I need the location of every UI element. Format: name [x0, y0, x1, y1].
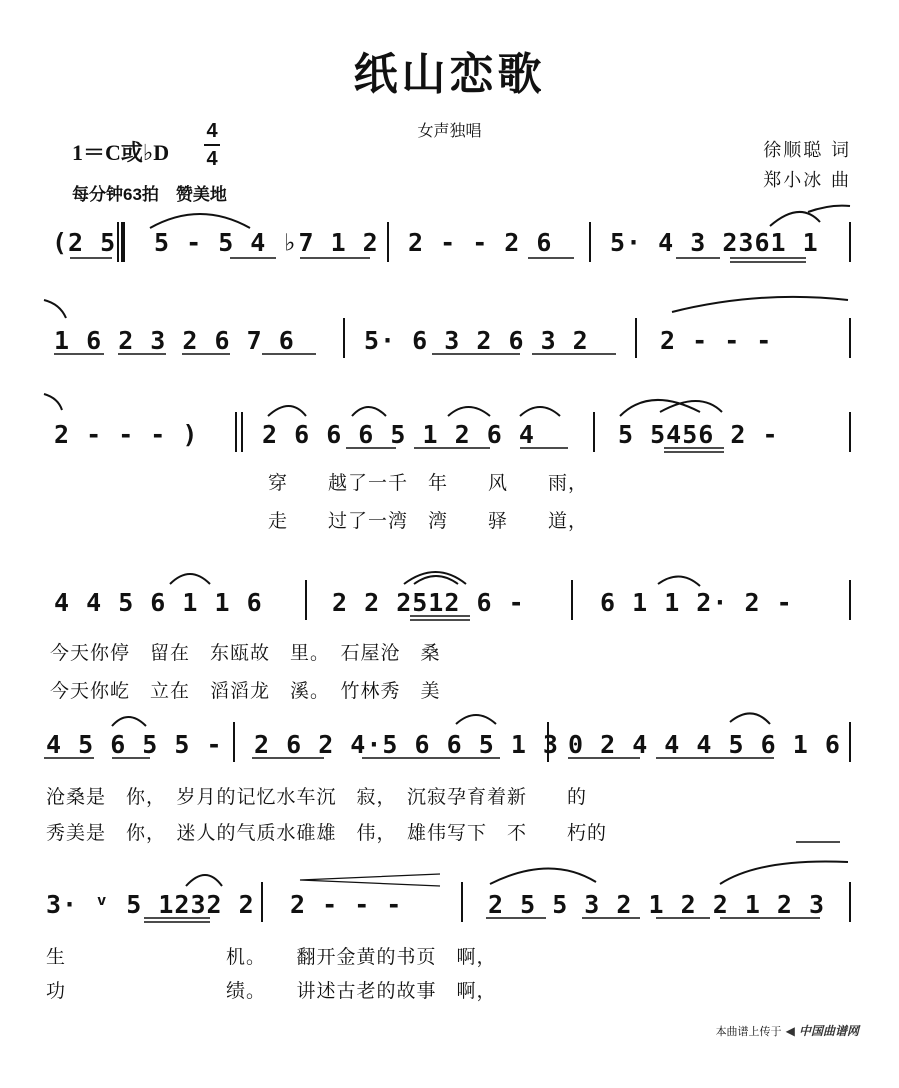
slur	[520, 407, 560, 416]
lyricist-credit: 徐顺聪 词	[763, 140, 851, 161]
system-6-measure-2: 2 - - -	[290, 890, 403, 919]
system-3-lyric-verse-1: 穿 越了一千 年 风 雨，	[268, 472, 589, 494]
slur	[448, 407, 490, 416]
system-3-measure-1: 2 - - - )	[54, 420, 199, 449]
system-3-measure-2: 2 6 6 6 5 1 2 6 4	[262, 420, 535, 449]
system-1-measure-1: (2 5	[52, 228, 117, 257]
key-signature: 1＝C或♭D	[72, 140, 170, 165]
slur	[730, 713, 770, 724]
slur	[658, 576, 700, 586]
system-2-measure-1: 1 6 2 3 2 6 7 6	[54, 326, 295, 355]
system-6-lyric-verse-1: 生 机。 翻开金黄的书页 啊，	[46, 946, 497, 968]
system-4-lyric-verse-2: 今天你屹 立在 滔滔龙 溪。 竹林秀 美	[50, 680, 441, 702]
system-2-measure-3: 2 - - -	[660, 326, 773, 355]
slur	[490, 868, 596, 884]
slur	[186, 875, 222, 886]
system-5-measure-2: 2 6 2 4·5 6 6 5 1 3	[254, 730, 559, 759]
slur	[112, 717, 146, 726]
site-logo	[786, 1022, 859, 1039]
performance-type: 女声独唱	[417, 121, 482, 140]
site-name: 中国曲谱网	[798, 1024, 859, 1038]
system-4-lyric-verse-1: 今天你停 留在 东瓯故 里。 石屋沧 桑	[50, 642, 441, 664]
system-3-lyric-verse-2: 走 过了一湾 湾 驿 道，	[268, 510, 589, 532]
system-6-lyric-verse-2: 功 绩。 讲述古老的故事 啊，	[46, 980, 497, 1002]
composer-credit: 郑小冰 曲	[763, 170, 851, 191]
slur	[660, 401, 722, 412]
system-1-measure-3: 2 - - 2 6	[408, 228, 553, 257]
system-5-measure-1: 4 5 6 5 5 -	[46, 730, 223, 759]
upload-text: 本曲谱上传于	[715, 1024, 782, 1038]
slur	[456, 715, 496, 724]
system-2-measure-2: 5· 6 3 2 6 3 2	[364, 326, 589, 355]
slur	[720, 861, 848, 884]
system-5-measure-3: 0 2 4 4 4 5 6 1 6	[568, 730, 841, 759]
system-1-measure-4: 5· 4 3 2361 1	[610, 228, 819, 257]
slur	[672, 297, 848, 312]
slur	[414, 576, 458, 584]
system-3-measure-3: 5 5456 2 -	[618, 420, 779, 449]
tempo-marking: 每分钟63拍 赞美地	[72, 185, 227, 204]
system-4-measure-3: 6 1 1 2· 2 -	[600, 588, 793, 617]
time-sig-top: 4	[206, 120, 218, 142]
footer	[716, 1022, 859, 1039]
crescendo-hairpin	[300, 874, 440, 886]
slur	[44, 394, 62, 410]
song-title: 纸山恋歌	[353, 49, 546, 100]
system-5-lyric-verse-2: 秀美是 你， 迷人的气质水碓雄 伟， 雄伟写下 不 朽的	[46, 822, 608, 844]
site-logo-icon: ◀	[785, 1024, 795, 1038]
slur	[44, 300, 66, 318]
system-5-lyric-verse-1: 沧桑是 你， 岁月的记忆水车沉 寂， 沉寂孕育着新 的	[46, 786, 588, 808]
system-1-measure-2: 5 - 5 4 ♭7 1 2	[154, 228, 379, 257]
system-4-measure-2: 2 2 2512 6 -	[332, 588, 525, 617]
slur	[268, 406, 306, 416]
time-sig-bottom: 4	[206, 148, 218, 170]
slur	[770, 212, 820, 226]
system-4-measure-1: 4 4 5 6 1 1 6	[54, 588, 263, 617]
system-6-measure-1: 3· ᵛ 5 1232 2	[46, 890, 255, 919]
slur	[170, 574, 210, 584]
slur	[352, 407, 386, 416]
slur	[150, 214, 250, 228]
slur	[808, 206, 850, 212]
system-6-measure-3: 2 5 5 3 2 1 2 2 1 2 3	[488, 890, 826, 919]
